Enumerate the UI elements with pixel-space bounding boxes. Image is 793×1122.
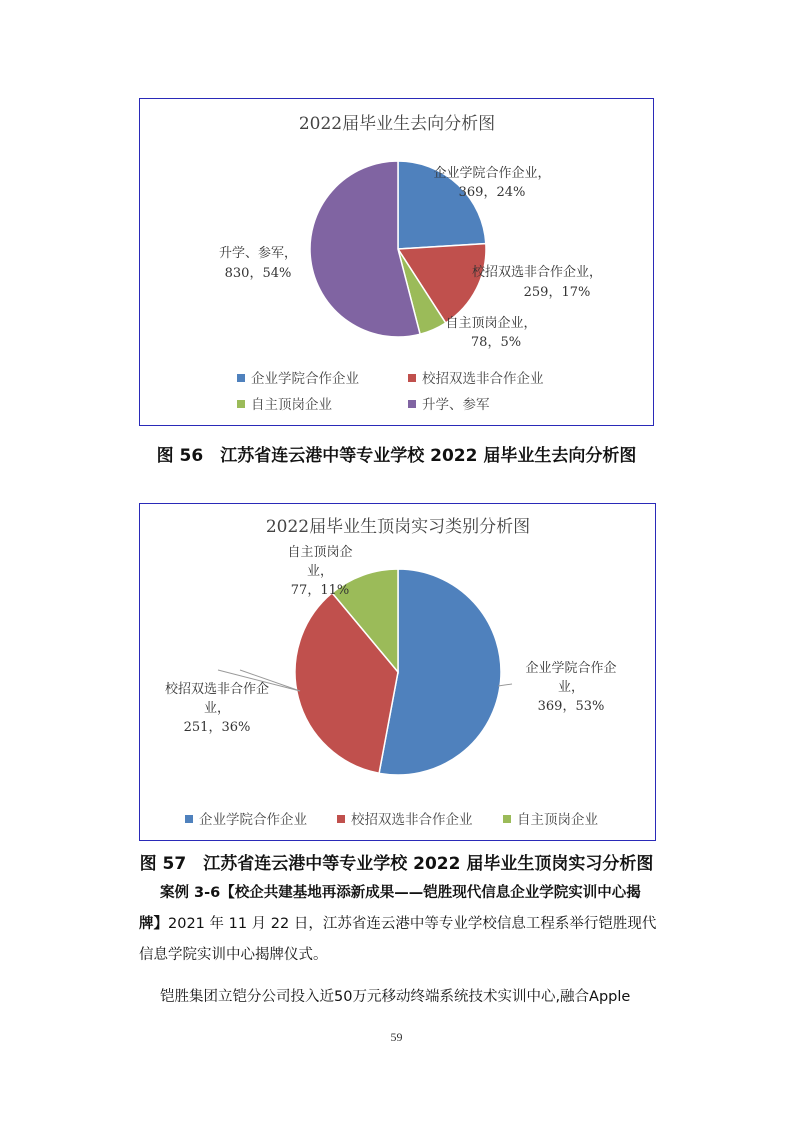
pie-chart-internship-category xyxy=(139,503,656,841)
slice-label-name: 企业学院合作企 xyxy=(525,661,617,676)
case-heading-line1: 案例 3-6【校企共建基地再添新成果——铠胜现代信息企业学院实训中心揭 xyxy=(160,885,641,901)
slice-label-value: 77，11% xyxy=(290,583,350,598)
slice-label-value: 259，17% xyxy=(523,285,591,300)
slice-label-name: 自主顶岗企 xyxy=(287,545,353,560)
slice-label-value: 369，53% xyxy=(537,699,605,714)
legend-entry: 自主顶岗企业 xyxy=(517,812,598,828)
slice-label-name: 业， xyxy=(306,564,334,579)
pie-chart-svg-1 xyxy=(140,99,655,427)
legend-swatch xyxy=(337,815,345,823)
slice-label-name: 校招双选非合作企业， xyxy=(471,265,603,280)
case-heading-end: 牌】 xyxy=(139,916,168,932)
slice-label-value: 78，5% xyxy=(470,335,522,350)
chart-title: 2022届毕业生顶岗实习类别分析图 xyxy=(265,517,531,537)
legend-swatch xyxy=(185,815,193,823)
legend-entry: 自主顶岗企业 xyxy=(251,397,332,413)
slice-label-name: 业， xyxy=(557,680,585,695)
pie-chart-graduate-destination xyxy=(139,98,654,426)
slice-label-value: 369，24% xyxy=(458,185,526,200)
page-number: 59 xyxy=(390,1030,403,1044)
pie-chart-svg-2 xyxy=(140,504,657,842)
case-paragraph-line2 xyxy=(139,912,659,933)
legend-entry: 企业学院合作企业 xyxy=(251,371,359,387)
paragraph-line: 铠胜集团立铠分公司投入近50万元移动终端系统技术实训中心,融合Apple xyxy=(160,989,631,1005)
slice-label-value: 830，54% xyxy=(224,266,292,281)
legend-entry: 企业学院合作企业 xyxy=(199,812,307,828)
legend-swatch xyxy=(503,815,511,823)
figure-caption-57: 图 57 江苏省连云港中等专业学校 2022 届毕业生顶岗实习分析图 xyxy=(139,854,654,874)
slice-label-name: 自主顶岗企业， xyxy=(445,316,537,331)
slice-label-name: 校招双选非合作企 xyxy=(164,682,270,697)
figure-caption-56: 图 56 江苏省连云港中等专业学校 2022 届毕业生去向分析图 xyxy=(156,446,637,466)
case-text: 2021 年 11 月 22 日，江苏省连云港中等专业学校信息工程系举行铠胜现代 xyxy=(168,916,657,932)
slice-label-value: 251，36% xyxy=(183,720,251,735)
legend-entry: 校招双选非合作企业 xyxy=(422,371,544,387)
legend-entry: 升学、参军 xyxy=(422,397,490,413)
slice-label-name: 升学、参军， xyxy=(218,246,298,261)
chart-title: 2022届毕业生去向分析图 xyxy=(298,114,496,134)
slice-label-name: 企业学院合作企业， xyxy=(433,166,551,181)
legend-swatch xyxy=(237,400,245,408)
slice-label-name: 业， xyxy=(203,701,231,716)
legend-swatch xyxy=(408,374,416,382)
legend-swatch xyxy=(408,400,416,408)
legend-entry: 校招双选非合作企业 xyxy=(351,812,473,828)
case-paragraph-line3: 信息学院实训中心揭牌仪式。 xyxy=(139,947,328,963)
legend-swatch xyxy=(237,374,245,382)
